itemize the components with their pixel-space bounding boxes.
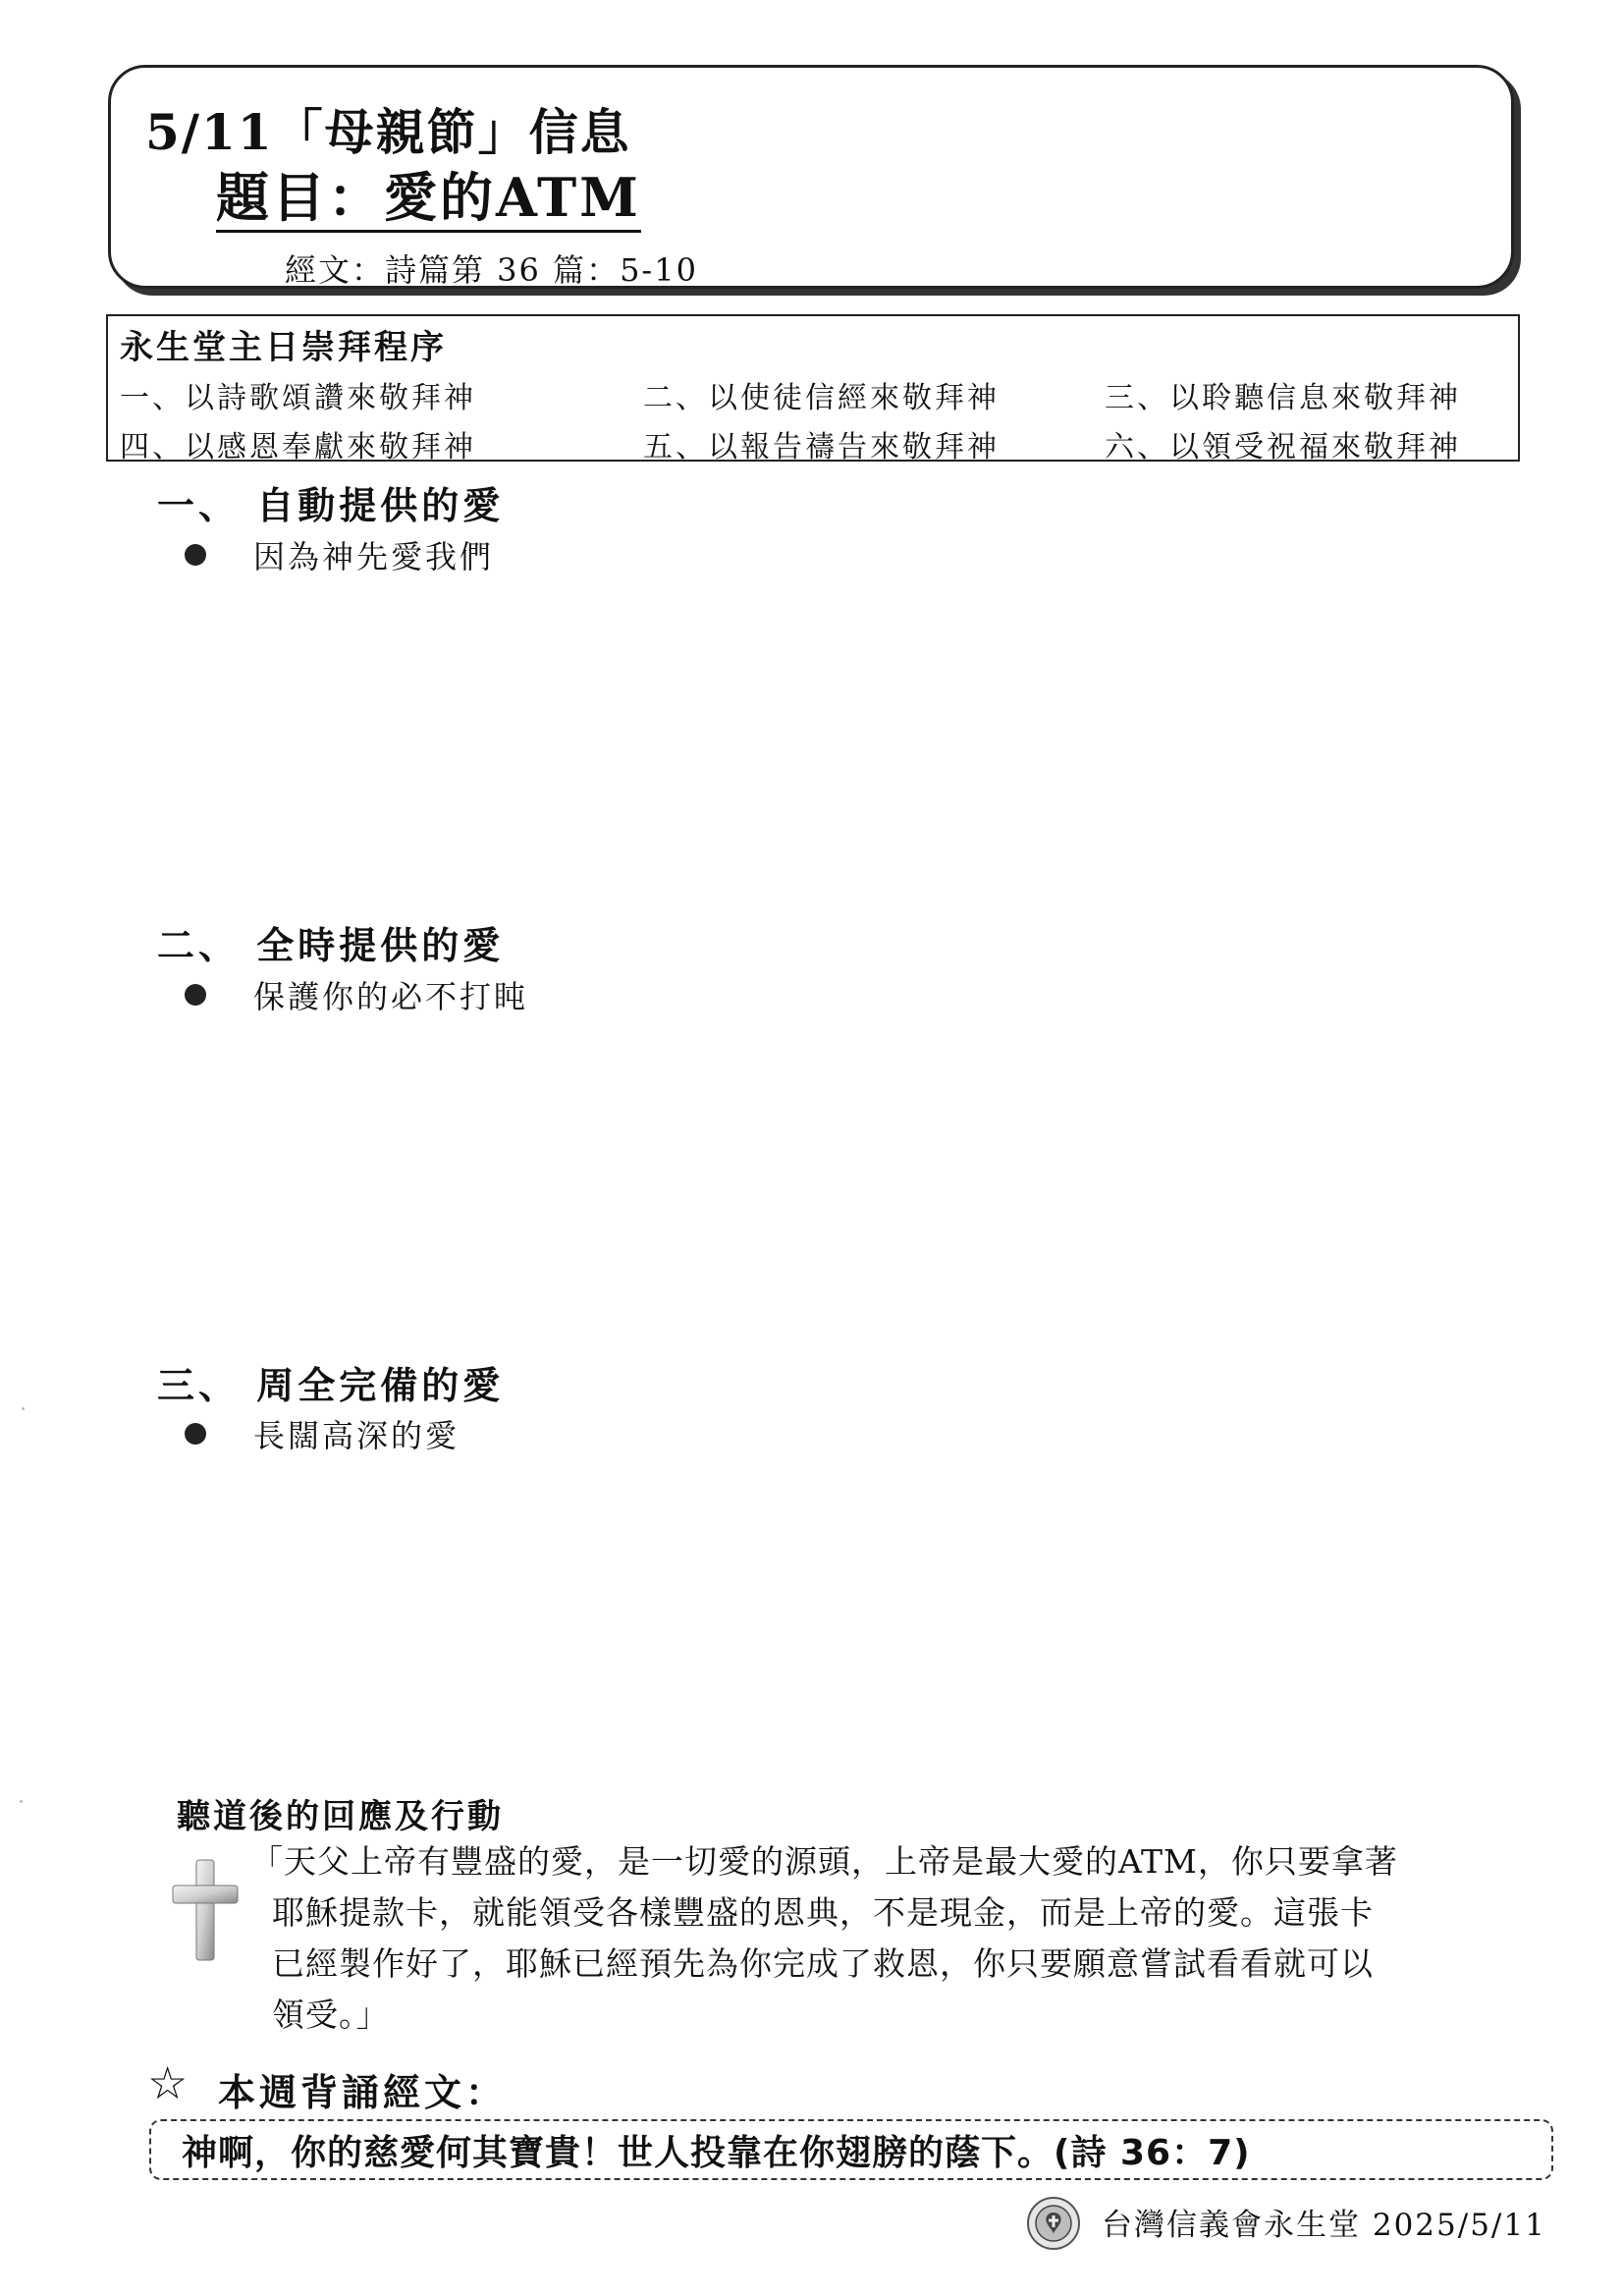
footer-text: 台灣信義會永生堂 2025/5/11 [1102,2208,1546,2243]
worship-order-item: 四、以感恩奉獻來敬拜神 [120,430,476,465]
response-paragraph [250,1836,1527,2041]
worship-order-item: 二、以使徒信經來敬拜神 [643,381,1000,415]
scan-speck [22,1407,25,1410]
response-heading: 聽道後的回應及行動 [177,1797,504,1836]
star-outline-icon: ☆ [147,2056,189,2109]
scripture-reference: 經文：詩篇第 36 篇：5-10 [285,251,698,289]
scan-speck [20,1800,23,1803]
section-heading: 一、 自動提供的愛 [157,483,505,527]
section-heading: 二、 全時提供的愛 [157,923,505,967]
worship-order-item: 一、以詩歌頌讚來敬拜神 [120,381,476,415]
worship-order-title: 永生堂主日崇拜程序 [120,328,447,367]
page-title: 5/11「母親節」信息 [145,103,631,161]
section-bullet: 保護你的必不打盹 [253,978,529,1015]
response-line: 領受。」 [272,1995,390,2034]
section-heading: 三、 周全完備的愛 [157,1363,505,1407]
section-bullet: 因為神先愛我們 [253,538,495,575]
memory-verse-text: 神啊，你的慈愛何其寶貴！世人投靠在你翅膀的蔭下。(詩 36：7) [182,2133,1251,2173]
response-line: 耶穌提款卡，就能領受各樣豐盛的恩典，不是現金，而是上帝的愛。這張卡 [272,1893,1374,1932]
memory-verse-heading: 本週背誦經文： [218,2071,508,2114]
cross-icon [167,1856,242,1964]
church-logo-icon [1026,2196,1081,2251]
bullet-icon [185,1423,206,1445]
response-line: 「天父上帝有豐盛的愛，是一切愛的源頭，上帝是最大愛的ATM，你只要拿著 [250,1842,1398,1881]
response-line: 已經製作好了，耶穌已經預先為你完成了救恩，你只要願意嘗試看看就可以 [272,1944,1374,1983]
worship-order-item: 六、以領受祝福來敬拜神 [1105,430,1461,465]
section-bullet: 長闊高深的愛 [253,1417,460,1454]
bullet-icon [185,544,206,566]
sermon-topic: 題目：愛的ATM [216,167,641,233]
bullet-icon [185,984,206,1006]
worship-order-item: 五、以報告禱告來敬拜神 [643,430,1000,465]
worship-order-item: 三、以聆聽信息來敬拜神 [1105,381,1461,415]
